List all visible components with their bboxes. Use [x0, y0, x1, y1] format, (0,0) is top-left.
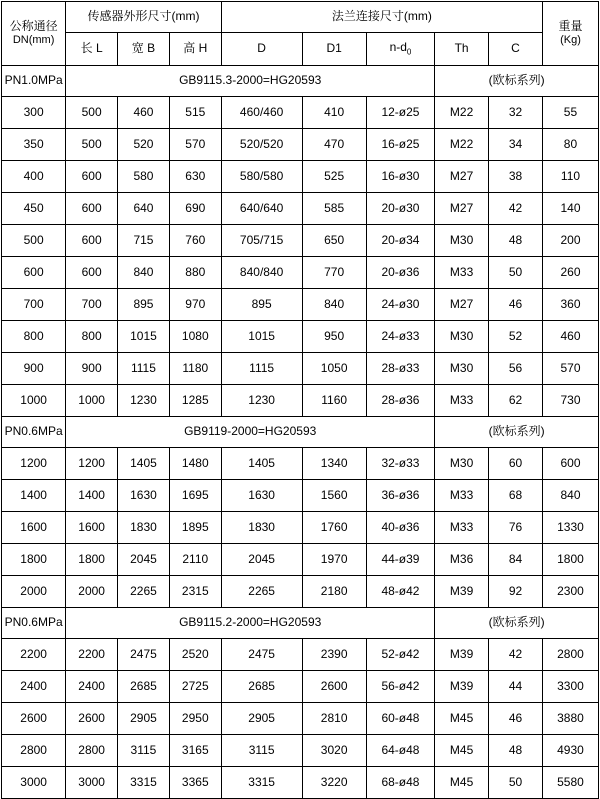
table-cell: 1800 — [66, 544, 118, 576]
table-cell: 3115 — [118, 735, 170, 767]
table-cell: 80 — [542, 129, 598, 161]
table-header-row-2 — [2, 33, 599, 66]
spec-sheet — [0, 1, 600, 789]
table-cell: 300 — [2, 97, 66, 129]
table-cell: 5580 — [542, 767, 598, 799]
table-cell: 3000 — [66, 767, 118, 799]
header-nominal-diameter-title: 公称通径 — [9, 19, 58, 34]
table-cell: M39 — [435, 639, 489, 671]
table-cell: 1800 — [542, 544, 598, 576]
table-body — [2, 2, 599, 799]
section-note: (欧标系列) — [435, 608, 599, 639]
table-cell: 56-ø42 — [366, 671, 434, 703]
section-pressure-rating: PN1.0MPa — [2, 66, 66, 97]
table-cell: 68-ø48 — [366, 767, 434, 799]
table-cell: 895 — [118, 289, 170, 321]
table-cell: M33 — [435, 385, 489, 417]
table-cell: 600 — [2, 257, 66, 289]
table-cell: 2000 — [2, 576, 66, 608]
table-cell: 52-ø42 — [366, 639, 434, 671]
table-cell: 2400 — [2, 671, 66, 703]
table-cell: 46 — [489, 703, 543, 735]
table-cell: M39 — [435, 576, 489, 608]
table-cell: 460/460 — [221, 97, 302, 129]
table-cell: M33 — [435, 480, 489, 512]
table-cell: 20-ø34 — [366, 225, 434, 257]
header-nominal-diameter-unit: DN(mm) — [12, 34, 55, 47]
table-cell: 1200 — [66, 448, 118, 480]
table-cell: 950 — [302, 321, 366, 353]
table-cell: 470 — [302, 129, 366, 161]
table-row — [2, 735, 599, 767]
table-cell: 2810 — [302, 703, 366, 735]
table-cell: M30 — [435, 321, 489, 353]
table-row — [2, 767, 599, 799]
table-cell: 2905 — [118, 703, 170, 735]
table-cell: 28-ø36 — [366, 385, 434, 417]
table-row — [2, 97, 599, 129]
table-cell: 50 — [489, 257, 543, 289]
header-group-body-dims: 传感器外形尺寸(mm) — [66, 2, 221, 33]
header-weight-unit: (Kg) — [560, 34, 581, 47]
table-cell: 76 — [489, 512, 543, 544]
table-cell: 2725 — [169, 671, 221, 703]
section-pressure-rating: PN0.6MPa — [2, 608, 66, 639]
table-cell: 2180 — [302, 576, 366, 608]
section-note: (欧标系列) — [435, 417, 599, 448]
table-cell: 1400 — [2, 480, 66, 512]
table-cell: M45 — [435, 703, 489, 735]
table-cell: 500 — [66, 97, 118, 129]
table-cell: M30 — [435, 353, 489, 385]
table-cell: 500 — [2, 225, 66, 257]
table-cell: 580/580 — [221, 161, 302, 193]
table-cell: 360 — [542, 289, 598, 321]
table-cell: 92 — [489, 576, 543, 608]
table-cell: 900 — [2, 353, 66, 385]
table-cell: 1405 — [221, 448, 302, 480]
table-row — [2, 289, 599, 321]
table-cell: 650 — [302, 225, 366, 257]
header-c: C — [489, 33, 543, 66]
table-cell: 580 — [118, 161, 170, 193]
header-bolt-holes-subscript: 0 — [406, 47, 412, 57]
header-bolt-holes-text: n-d — [389, 40, 407, 55]
table-cell: 880 — [169, 257, 221, 289]
table-cell: 64-ø48 — [366, 735, 434, 767]
table-cell: 840 — [302, 289, 366, 321]
table-cell: M33 — [435, 512, 489, 544]
table-cell: 520 — [118, 129, 170, 161]
table-row — [2, 639, 599, 671]
section-standard: GB9115.2-2000=HG20593 — [66, 608, 435, 639]
table-cell: M27 — [435, 161, 489, 193]
table-cell: 840 — [118, 257, 170, 289]
table-cell: 700 — [66, 289, 118, 321]
table-row — [2, 129, 599, 161]
table-cell: 2045 — [221, 544, 302, 576]
table-cell: 2200 — [2, 639, 66, 671]
table-cell: 600 — [66, 161, 118, 193]
table-cell: M45 — [435, 767, 489, 799]
table-cell: 3315 — [221, 767, 302, 799]
table-cell: 1340 — [302, 448, 366, 480]
table-cell: 2045 — [118, 544, 170, 576]
table-row — [2, 321, 599, 353]
table-cell: 42 — [489, 193, 543, 225]
table-cell: 585 — [302, 193, 366, 225]
table-cell: 600 — [66, 225, 118, 257]
header-length: 长 L — [66, 33, 118, 66]
table-cell: 140 — [542, 193, 598, 225]
header-weight — [542, 2, 598, 66]
table-cell: 2800 — [66, 735, 118, 767]
table-cell: 1480 — [169, 448, 221, 480]
table-cell: 570 — [542, 353, 598, 385]
table-cell: 410 — [302, 97, 366, 129]
table-row — [2, 448, 599, 480]
table-cell: 450 — [2, 193, 66, 225]
table-cell: 46 — [489, 289, 543, 321]
table-cell: 2800 — [2, 735, 66, 767]
table-cell: 800 — [66, 321, 118, 353]
table-cell: 700 — [2, 289, 66, 321]
table-cell: 800 — [2, 321, 66, 353]
table-cell: 2315 — [169, 576, 221, 608]
table-cell: 1160 — [302, 385, 366, 417]
table-cell: 630 — [169, 161, 221, 193]
section-note: (欧标系列) — [435, 66, 599, 97]
section-pressure-rating: PN0.6MPa — [2, 417, 66, 448]
table-cell: 2110 — [169, 544, 221, 576]
table-cell: 110 — [542, 161, 598, 193]
table-cell: 44-ø39 — [366, 544, 434, 576]
table-cell: 1330 — [542, 512, 598, 544]
table-cell: M39 — [435, 671, 489, 703]
table-cell: 34 — [489, 129, 543, 161]
table-cell: 400 — [2, 161, 66, 193]
table-cell: 16-ø25 — [366, 129, 434, 161]
table-cell: 32 — [489, 97, 543, 129]
table-cell: 1000 — [66, 385, 118, 417]
table-cell: 1000 — [2, 385, 66, 417]
table-cell: 2200 — [66, 639, 118, 671]
section-header-row — [2, 417, 599, 448]
table-cell: 4930 — [542, 735, 598, 767]
table-cell: 1230 — [118, 385, 170, 417]
section-standard: GB9115.3-2000=HG20593 — [66, 66, 435, 97]
table-cell: 3365 — [169, 767, 221, 799]
table-cell: 3220 — [302, 767, 366, 799]
table-cell: 2950 — [169, 703, 221, 735]
table-cell: 1015 — [118, 321, 170, 353]
table-cell: 2475 — [221, 639, 302, 671]
header-d: D — [221, 33, 302, 66]
table-cell: 2300 — [542, 576, 598, 608]
header-thread: Th — [435, 33, 489, 66]
header-d1: D1 — [302, 33, 366, 66]
table-row — [2, 576, 599, 608]
table-cell: 600 — [542, 448, 598, 480]
table-cell: 200 — [542, 225, 598, 257]
table-cell: 1230 — [221, 385, 302, 417]
table-cell: 520/520 — [221, 129, 302, 161]
table-cell: 60-ø48 — [366, 703, 434, 735]
table-cell: 715 — [118, 225, 170, 257]
table-row — [2, 385, 599, 417]
table-cell: 48 — [489, 225, 543, 257]
header-weight-title: 重量 — [558, 19, 583, 34]
header-height: 高 H — [169, 33, 221, 66]
table-cell: 2265 — [221, 576, 302, 608]
table-cell: 48-ø42 — [366, 576, 434, 608]
table-cell: 50 — [489, 767, 543, 799]
table-cell: 1830 — [221, 512, 302, 544]
table-cell: 970 — [169, 289, 221, 321]
table-row — [2, 257, 599, 289]
table-cell: 2600 — [66, 703, 118, 735]
section-header-row — [2, 66, 599, 97]
table-cell: 460 — [542, 321, 598, 353]
table-row — [2, 161, 599, 193]
table-header-row-1 — [2, 2, 599, 33]
table-cell: 705/715 — [221, 225, 302, 257]
table-cell: M36 — [435, 544, 489, 576]
table-cell: 60 — [489, 448, 543, 480]
table-cell: M33 — [435, 257, 489, 289]
table-cell: 3020 — [302, 735, 366, 767]
table-cell: 640 — [118, 193, 170, 225]
table-cell: 2390 — [302, 639, 366, 671]
table-cell: 12-ø25 — [366, 97, 434, 129]
table-cell: 1560 — [302, 480, 366, 512]
table-cell: 1405 — [118, 448, 170, 480]
table-cell: 3165 — [169, 735, 221, 767]
table-row — [2, 193, 599, 225]
table-cell: 3115 — [221, 735, 302, 767]
table-cell: 28-ø33 — [366, 353, 434, 385]
table-cell: 56 — [489, 353, 543, 385]
table-cell: 900 — [66, 353, 118, 385]
header-group-flange-dims: 法兰连接尺寸(mm) — [221, 2, 542, 33]
table-cell: 570 — [169, 129, 221, 161]
section-header-row — [2, 608, 599, 639]
table-cell: 2265 — [118, 576, 170, 608]
table-cell: 16-ø30 — [366, 161, 434, 193]
table-cell: 3880 — [542, 703, 598, 735]
table-cell: 1695 — [169, 480, 221, 512]
table-cell: M22 — [435, 97, 489, 129]
table-cell: 1630 — [118, 480, 170, 512]
header-width: 宽 B — [118, 33, 170, 66]
table-cell: 1115 — [118, 353, 170, 385]
dimensions-table — [1, 1, 599, 799]
table-cell: 770 — [302, 257, 366, 289]
table-row — [2, 703, 599, 735]
table-cell: M30 — [435, 225, 489, 257]
table-cell: 24-ø33 — [366, 321, 434, 353]
table-cell: 730 — [542, 385, 598, 417]
table-row — [2, 671, 599, 703]
table-cell: 1600 — [2, 512, 66, 544]
table-cell: 600 — [66, 257, 118, 289]
table-cell: 52 — [489, 321, 543, 353]
table-cell: 895 — [221, 289, 302, 321]
table-cell: 500 — [66, 129, 118, 161]
header-nominal-diameter — [2, 2, 66, 66]
table-cell: 600 — [66, 193, 118, 225]
table-cell: 2685 — [221, 671, 302, 703]
table-cell: 2685 — [118, 671, 170, 703]
table-cell: 1895 — [169, 512, 221, 544]
table-cell: 2905 — [221, 703, 302, 735]
table-cell: 350 — [2, 129, 66, 161]
table-row — [2, 225, 599, 257]
table-cell: 55 — [542, 97, 598, 129]
table-cell: 32-ø33 — [366, 448, 434, 480]
header-bolt-holes — [366, 33, 434, 66]
table-cell: 460 — [118, 97, 170, 129]
table-cell: M45 — [435, 735, 489, 767]
table-cell: 20-ø30 — [366, 193, 434, 225]
table-cell: M27 — [435, 289, 489, 321]
table-cell: 1630 — [221, 480, 302, 512]
table-cell: 2475 — [118, 639, 170, 671]
table-cell: 1180 — [169, 353, 221, 385]
table-row — [2, 480, 599, 512]
table-cell: 36-ø36 — [366, 480, 434, 512]
table-cell: 1600 — [66, 512, 118, 544]
table-cell: 1080 — [169, 321, 221, 353]
table-cell: 1285 — [169, 385, 221, 417]
table-cell: M22 — [435, 129, 489, 161]
table-cell: 68 — [489, 480, 543, 512]
table-cell: 3300 — [542, 671, 598, 703]
table-cell: 44 — [489, 671, 543, 703]
table-cell: 24-ø30 — [366, 289, 434, 321]
table-row — [2, 512, 599, 544]
table-cell: 1115 — [221, 353, 302, 385]
table-cell: 840/840 — [221, 257, 302, 289]
table-row — [2, 353, 599, 385]
table-cell: 62 — [489, 385, 543, 417]
table-cell: 2600 — [302, 671, 366, 703]
table-cell: 515 — [169, 97, 221, 129]
table-cell: M30 — [435, 448, 489, 480]
table-cell: 38 — [489, 161, 543, 193]
table-cell: 48 — [489, 735, 543, 767]
table-cell: 3000 — [2, 767, 66, 799]
table-row — [2, 544, 599, 576]
table-cell: 1970 — [302, 544, 366, 576]
table-cell: 3315 — [118, 767, 170, 799]
table-cell: 1400 — [66, 480, 118, 512]
table-cell: 260 — [542, 257, 598, 289]
table-cell: 2600 — [2, 703, 66, 735]
table-cell: 2000 — [66, 576, 118, 608]
table-cell: 840 — [542, 480, 598, 512]
table-cell: 42 — [489, 639, 543, 671]
table-cell: 2520 — [169, 639, 221, 671]
table-cell: 1200 — [2, 448, 66, 480]
table-cell: 40-ø36 — [366, 512, 434, 544]
table-cell: 2800 — [542, 639, 598, 671]
table-cell: 525 — [302, 161, 366, 193]
table-cell: M27 — [435, 193, 489, 225]
table-cell: 1760 — [302, 512, 366, 544]
table-cell: 760 — [169, 225, 221, 257]
table-cell: 1015 — [221, 321, 302, 353]
table-cell: 1800 — [2, 544, 66, 576]
table-cell: 1050 — [302, 353, 366, 385]
table-cell: 690 — [169, 193, 221, 225]
table-cell: 2400 — [66, 671, 118, 703]
table-cell: 1830 — [118, 512, 170, 544]
section-standard: GB9119-2000=HG20593 — [66, 417, 435, 448]
table-cell: 640/640 — [221, 193, 302, 225]
table-cell: 20-ø36 — [366, 257, 434, 289]
table-cell: 84 — [489, 544, 543, 576]
